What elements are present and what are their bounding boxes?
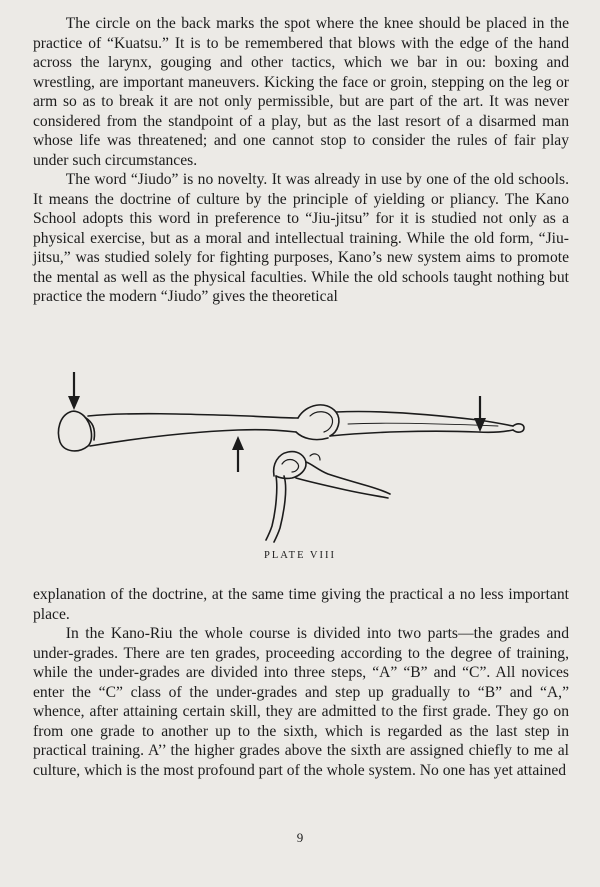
- plate-caption: PLATE VIII: [263, 550, 336, 561]
- arm-bones-drawing: [48, 360, 558, 572]
- paragraph-continuation: explanation of the doctrine, at the same time giving the practical a no less important place.: [33, 586, 569, 623]
- top-text-block: [33, 14, 569, 307]
- paragraph-kano-riu: In the Kano-Riu the whole course is divided into two parts—the grades and under-grades. There are ten grades, proceeding according to the degree of training, while the under-grades are divided into three steps, “A” “B” and “C”. All novices enter the “C” class of the under-grades and step up gradually to “B” and “A,” whence, after attaining certain skill, they are admitted to the first grade. They go on from one grade to another up to the sixth, which is regarded as the last step in practical training. A’’ the higher grades above the sixth are assigned chiefly to me al culture, which is the most profound part of the whole system. No one has yet attained: [33, 625, 569, 779]
- plate-illustration: [48, 360, 558, 572]
- paragraph-jiudo: The word “Jiudo” is no novelty. It was already in use by one of the old schools. It means the doctrine of culture by the principle of yielding or pliancy. The Kano School adopts this word in preference to “Jiu-jitsu” for it is studied not only as a physical exercise, but as a moral and intellectual training. While the old form, “Jiu-jitsu,” was studied solely for fighting purposes, Kano’s new system aims to promote the mental as well as the physical faculties. While the old schools taught nothing but practice the modern “Jiudo” gives the theoretical: [33, 171, 569, 305]
- paragraph-kuatsu: The circle on the back marks the spot where the knee should be placed in the practice of “Kuatsu.” It is to be remembered that blows with the edge of the hand across the larynx, gouging and other tactics, which we bar in ou: boxing and wrestling, are important maneuvers. Kicking the face or groin, stepping on the leg or arm so as to break it are not only permissible, but are part of the art. It was never considered from the standpoint of a play, but as the last resort of a disarmed man whose life was threatened; and one cannot stop to consider the rules of fair play under such circumstances.: [33, 15, 569, 169]
- page-number: 9: [296, 830, 304, 845]
- bottom-text-block: [33, 585, 569, 780]
